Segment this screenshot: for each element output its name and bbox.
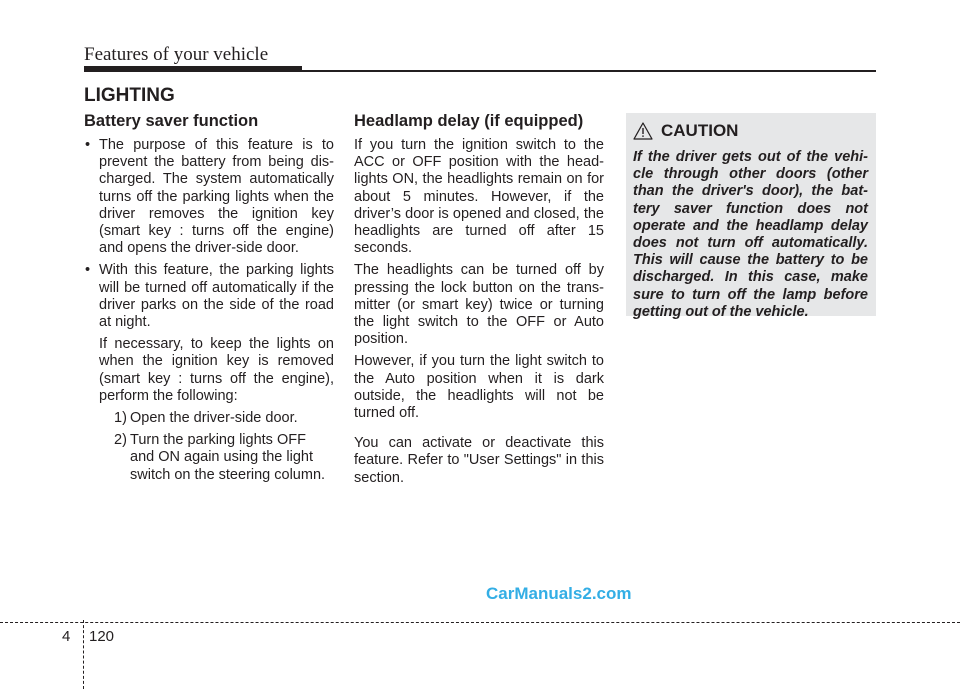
headlamp-delay-column xyxy=(354,111,604,492)
step-number: 1) xyxy=(114,410,127,427)
procedure-step-2 xyxy=(84,432,334,484)
battery-saver-note: If necessary, to keep the lights on when the ignition key is removed (smart key : turns off the engine), perform the following: xyxy=(99,336,334,404)
battery-saver-column xyxy=(84,111,334,489)
caution-box xyxy=(626,113,876,320)
headlamp-delay-heading: Headlamp delay (if equipped) xyxy=(354,112,584,130)
headlamp-delay-paragraph-1: If you turn the ignition switch to the ACC or OFF position with the head-lights ON, the headlights remain on for about 5 minutes. However, if the driver’s door is opened and closed, the headlights are turned off after 15 seconds. xyxy=(354,137,604,257)
headlamp-delay-paragraph-4: You can activate or deactivate this feature. Refer to "User Settings" in this section. xyxy=(354,435,604,486)
battery-saver-bullet-1: • The purpose of this feature is to prevent the battery from being dis-charged. The system automatically turns off the parking lights when the driver removes the ignition key (smart key : turns off the engine) and opens the driver-side door. xyxy=(84,137,334,257)
section-title: LIGHTING xyxy=(84,85,175,106)
header-title: Features of your vehicle xyxy=(84,44,269,65)
battery-saver-heading: Battery saver function xyxy=(84,112,259,130)
headlamp-delay-paragraph-2: The headlights can be turned off by pressing the lock button on the trans-mitter (or smart key) twice or turning the light switch to the OFF or Auto position. xyxy=(354,262,604,348)
chapter-number: 4 xyxy=(62,628,71,645)
step-text: Open the driver-side door. xyxy=(130,410,298,427)
caution-title: CAUTION xyxy=(661,121,739,140)
footer-divider xyxy=(83,620,84,689)
header-rule-thin xyxy=(302,70,876,72)
headlamp-delay-paragraph-3: However, if you turn the light switch to the Auto position when it is dark outside, the headlights will not be turned off. xyxy=(354,353,604,422)
footer-rule xyxy=(0,622,960,623)
warning-triangle-icon xyxy=(633,122,653,140)
page-number: 120 xyxy=(89,628,115,645)
step-text: Turn the parking lights OFF and ON again using the light switch on the steering column. xyxy=(130,432,326,483)
paragraph-spacer xyxy=(354,427,604,435)
caution-text: If the driver gets out of the vehi-cle through other doors (other than the driver's door), the bat-tery saver function does not operate and the headlamp delay does not turn off automatically. This will cause the battery to be discharged. In this case, make sure to turn off the lamp before getting out of the vehicle. xyxy=(633,149,868,320)
procedure-step-1 xyxy=(84,410,334,427)
battery-saver-bullet-2: • With this feature, the parking lights will be turned off automatically if the driver parks on the side of the road at night. xyxy=(84,262,334,331)
caution-header xyxy=(633,121,868,141)
watermark-link[interactable]: CarManuals2.com xyxy=(486,584,632,603)
header-rule-thick xyxy=(84,66,302,72)
step-number: 2) xyxy=(114,432,127,449)
